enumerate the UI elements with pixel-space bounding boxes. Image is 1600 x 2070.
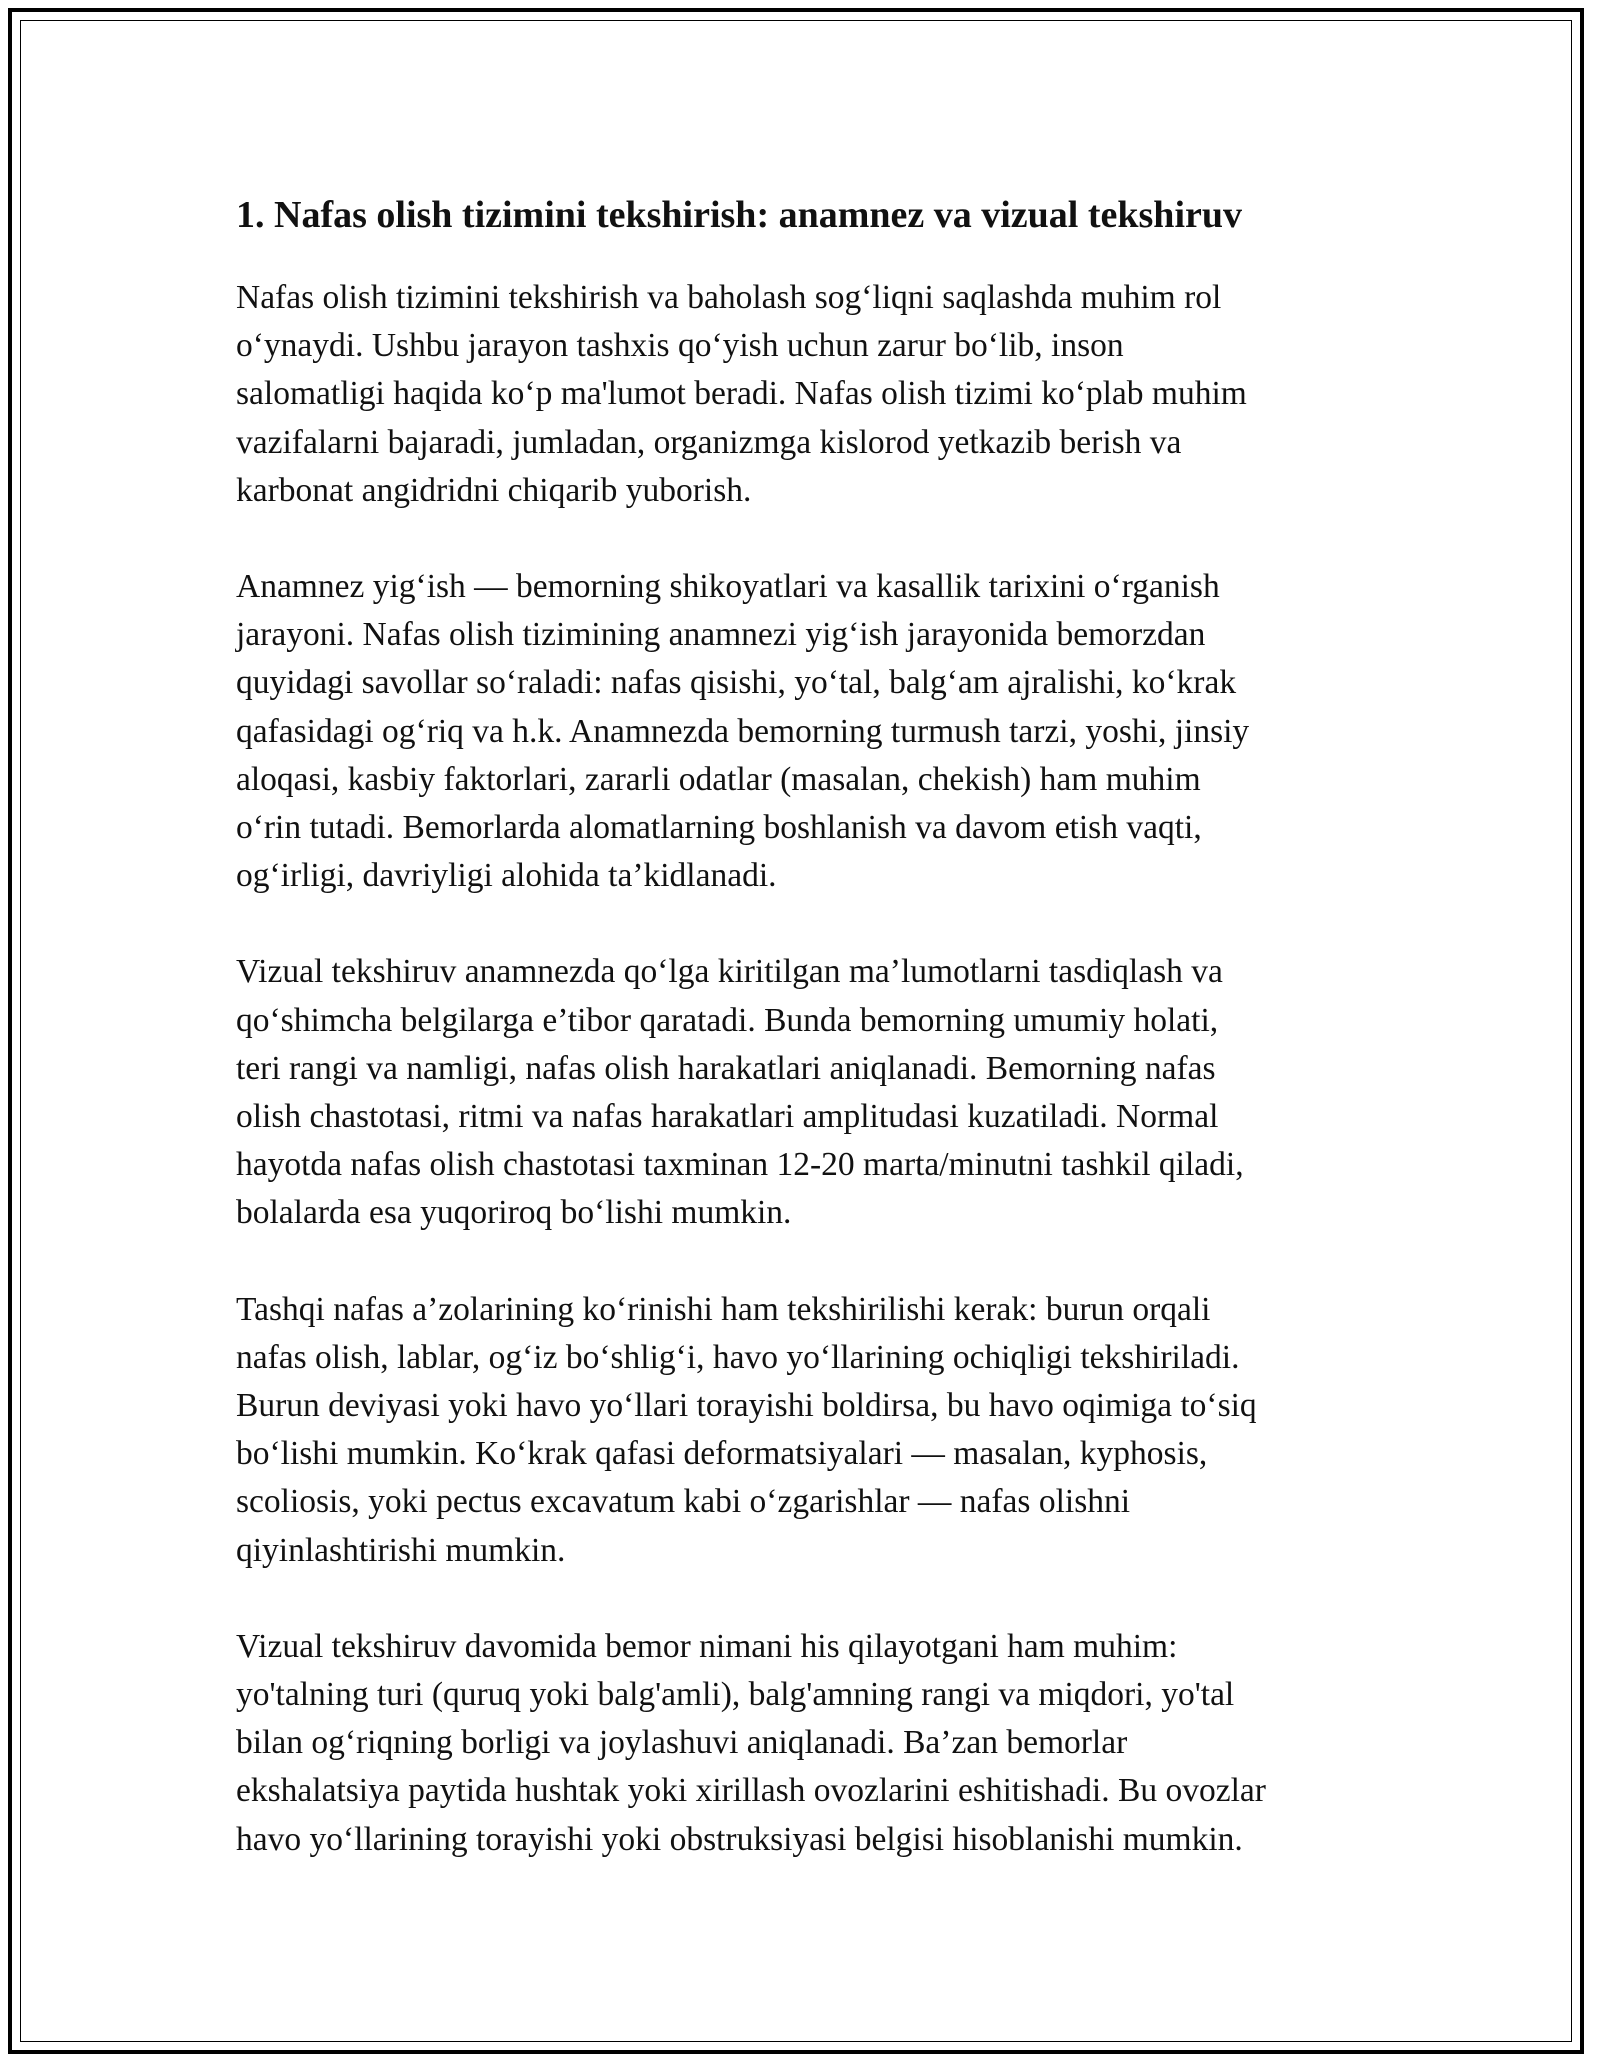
paragraph-external-organs: Tashqi nafas a’zolarining ko‘rinishi ham tekshirilishi kerak: burun orqali nafas olish, lablar, og‘iz bo‘shlig‘i, havo yo‘llarining ochiqligi tekshiriladi. Burun deviyasi yoki havo yo‘llari torayishi boldirsa, bu havo oqimiga to‘siq bo‘lishi mumkin. Ko‘krak qafasi deformatsiyalari — masalan, kyphosis, scoliosis, yoki pectus excavatum kabi o‘zgarishlar — nafas olishni qiyinlashtirishi mumkin. <box>236 1290 1257 1569</box>
paragraph-visual-exam: Vizual tekshiruv anamnezda qo‘lga kiritilgan ma’lumotlarni tasdiqlash va qo‘shimcha belgilarga e’tibor qaratadi. Bunda bemorning umumiy holati, teri rangi va namligi, nafas olish harakatlari aniqlanadi. Bemorning nafas olish chastotasi, ritmi va nafas harakatlari amplitudasi kuzatiladi. Normal hayotda nafas olish chastotasi taxminan 12-20 marta/minutni tashkil qiladi, bolalarda esa yuqoriroq bo‘lishi mumkin. <box>236 953 1244 1232</box>
paragraph-introduction: Nafas olish tizimini tekshirish va baholash sog‘liqni saqlashda muhim rol o‘ynaydi. Ushbu jarayon tashxis qo‘yish uchun zarur bo‘lib, inson salomatligi haqida ko‘p ma'lumot beradi. Nafas olish tizimi ko‘plab muhim vazifalarni bajaradi, jumladan, organizmga kislorod yetkazib berish va karbonat angidridni chiqarib yuborish. <box>236 279 1247 509</box>
paragraph-patient-sensations: Vizual tekshiruv davomida bemor nimani his qilayotgani ham muhim: yo'talning turi (quruq yoki balg'amli), balg'amning rangi va miqdori, yo'tal bilan og‘riqning borligi va joylashuvi aniqlanadi. Ba’zan bemorlar ekshalatsiya paytida hushtak yoki xirillash ovozlarini eshitishadi. Bu ovozlar havo yo‘llarining torayishi yoki obstruksiyasi belgisi hisoblanishi mumkin. <box>236 1627 1266 1858</box>
paragraph-anamnesis: Anamnez yig‘ish — bemorning shikoyatlari va kasallik tarixini o‘rganish jarayoni. Nafas olish tizimining anamnezi yig‘ish jarayonida bemorzdan quyidagi savollar so‘raladi: nafas qisishi, yo‘tal, balg‘am ajralishi, ko‘krak qafasidagi og‘riq va h.k. Anamnezda bemorning turmush tarzi, yoshi, jinsiy aloqasi, kasbiy faktorlari, zararli odatlar (masalan, chekish) ham muhim o‘rin tutadi. Bemorlarda alomatlarning boshlanish va davom etish vaqti, og‘irligi, davriyligi alohida ta’kidlanadi. <box>236 568 1250 895</box>
section-title: 1. Nafas olish tizimini tekshirish: anamnez va vizual tekshiruv <box>236 194 1242 236</box>
document-body <box>236 190 1376 1912</box>
